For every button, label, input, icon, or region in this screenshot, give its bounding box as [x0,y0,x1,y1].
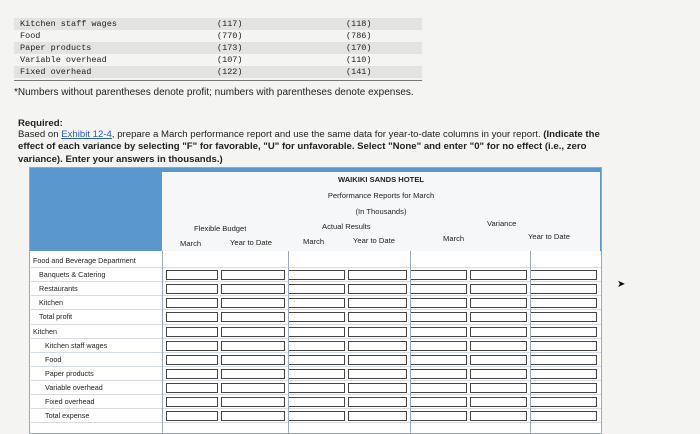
flex-march-header: March [180,239,202,248]
row-divider [31,380,601,381]
expense-row [14,66,422,78]
row-label: Banquets & Catering [39,270,106,280]
variance-effect-select[interactable] [530,369,597,379]
amount-input[interactable] [221,397,285,407]
row-label: Kitchen [33,326,57,336]
variance-effect-select[interactable] [530,383,597,393]
amount-input[interactable] [410,298,467,308]
amount-input[interactable] [288,383,345,393]
expense-row [14,18,422,30]
amount-input[interactable] [410,369,467,379]
expense-value-1: (117) [217,19,243,29]
row-label: Paper products [45,368,94,378]
expense-label: Fixed overhead [20,67,92,77]
amount-input[interactable] [410,411,467,421]
variance-effect-select[interactable] [470,327,527,337]
instructions-bold: (Indicate the effect of each variance by selecting "F" for favorable, "U" for unfavorable. Select "None" and enter "0" for no effect (i.e., zero variance). Enter your answers in thousands.) [18,129,600,165]
amount-input[interactable] [221,270,285,280]
variance-effect-select[interactable] [470,284,527,294]
variance-effect-select[interactable] [530,341,597,351]
amount-input[interactable] [348,369,407,379]
column-divider [410,251,411,434]
amount-input[interactable] [288,369,345,379]
variance-effect-select[interactable] [530,284,597,294]
exhibit-link[interactable]: Exhibit 12-4 [61,129,112,140]
expense-data-block [14,16,422,80]
amount-input[interactable] [166,312,218,322]
expense-value-2: (141) [346,67,372,77]
expense-value-1: (107) [217,55,243,65]
row-label: Kitchen [39,298,63,308]
report-units: (In Thousands) [355,207,407,216]
variance-effect-select[interactable] [470,312,527,322]
expense-row [14,42,422,54]
column-divider [530,251,531,434]
row-divider [31,281,601,282]
flex-ytd-header: Year to Date [230,238,272,247]
row-divider [31,408,601,409]
row-divider [31,338,601,339]
amount-input[interactable] [166,369,218,379]
row-divider [31,295,601,296]
amount-input[interactable] [288,270,345,280]
row-divider [31,267,601,268]
variance-effect-select[interactable] [470,397,527,407]
parentheses-note: *Numbers without parentheses denote profit; numbers with parentheses denote expenses. [14,87,414,98]
actual-march-header: March [303,237,325,246]
amount-input[interactable] [166,411,218,421]
amount-input[interactable] [221,383,285,393]
amount-input[interactable] [348,397,407,407]
variance-effect-select[interactable] [470,369,527,379]
amount-input[interactable] [221,312,285,322]
expense-value-1: (173) [217,43,243,53]
amount-input[interactable] [166,397,218,407]
expense-row [14,30,422,42]
variance-effect-select[interactable] [470,355,527,365]
amount-input[interactable] [166,341,218,351]
variance-effect-select[interactable] [470,341,527,351]
expense-value-2: (170) [346,43,372,53]
expense-label: Variable overhead [20,55,107,65]
expense-value-2: (786) [346,31,372,41]
variance-effect-select[interactable] [470,270,527,280]
required-heading: Required: [18,118,63,129]
amount-input[interactable] [221,298,285,308]
instructions-prefix: Based on [18,129,62,140]
variance-effect-select[interactable] [530,312,597,322]
row-label: Kitchen staff wages [45,340,108,350]
amount-input[interactable] [166,270,218,280]
amount-input[interactable] [288,355,345,365]
amount-input[interactable] [288,341,345,351]
row-label: Variable overhead [45,382,103,392]
row-label: Fixed overhead [45,397,95,406]
amount-input[interactable] [288,284,345,294]
amount-input[interactable] [221,341,285,351]
variance-header: Variance [487,219,517,228]
mouse-cursor-icon: ➤ [617,279,626,290]
amount-input[interactable] [221,284,285,294]
amount-input[interactable] [221,355,285,365]
amount-input[interactable] [348,411,407,421]
row-divider [31,366,601,367]
amount-input[interactable] [348,327,407,337]
amount-input[interactable] [221,369,285,379]
variance-effect-select[interactable] [530,411,597,421]
actual-results-header: Actual Results [322,222,371,231]
amount-input[interactable] [166,355,218,365]
amount-input[interactable] [348,355,407,365]
expense-label: Paper products [20,43,92,53]
amount-input[interactable] [410,355,467,365]
amount-input[interactable] [348,298,407,308]
amount-input[interactable] [348,383,407,393]
row-divider [31,394,601,395]
amount-input[interactable] [288,312,345,322]
amount-input[interactable] [221,411,285,421]
variance-effect-select[interactable] [530,355,597,365]
amount-input[interactable] [410,312,467,322]
amount-input[interactable] [348,284,407,294]
report-subtitle: Performance Reports for March [327,191,435,200]
row-label: Food and Beverage Department [33,256,136,265]
row-divider [31,422,601,423]
variance-effect-select[interactable] [530,298,597,308]
variance-effect-select[interactable] [530,327,597,337]
variance-march-header: March [443,234,465,243]
performance-report-table [29,167,602,434]
amount-input[interactable] [410,383,467,393]
amount-input[interactable] [410,341,467,351]
flexible-budget-header: Flexible Budget [194,224,247,233]
amount-input[interactable] [348,270,407,280]
row-label: Food [45,354,62,364]
row-divider [31,309,601,310]
variance-effect-select[interactable] [470,383,527,393]
variance-effect-select[interactable] [470,298,527,308]
amount-input[interactable] [166,383,218,393]
expense-row [14,54,422,66]
amount-input[interactable] [166,327,218,337]
amount-input[interactable] [221,327,285,337]
amount-input[interactable] [410,327,467,337]
actual-ytd-header: Year to Date [353,236,395,245]
variance-effect-select[interactable] [530,270,597,280]
amount-input[interactable] [410,270,467,280]
amount-input[interactable] [410,284,467,294]
divider [14,80,422,81]
variance-effect-select[interactable] [470,411,527,421]
expense-value-2: (118) [346,19,372,29]
amount-input[interactable] [288,411,345,421]
row-label: Total expense [45,411,90,421]
variance-effect-select[interactable] [530,397,597,407]
required-instructions [18,129,616,166]
expense-value-1: (770) [217,31,243,41]
expense-label: Kitchen staff wages [20,19,117,29]
report-title: WAIKIKI SANDS HOTEL [337,175,425,184]
expense-value-2: (110) [346,55,372,65]
amount-input[interactable] [288,397,345,407]
row-divider [31,324,601,325]
instructions-text: , prepare a March performance report and use the same data for year-to-date columns in your report. [111,129,544,140]
amount-input[interactable] [348,341,407,351]
column-divider [288,251,289,434]
row-label: Total profit [39,312,73,322]
row-divider [31,352,601,353]
amount-input[interactable] [410,397,467,407]
expense-label: Food [20,31,41,41]
amount-input[interactable] [166,284,218,294]
column-divider [162,251,163,434]
amount-input[interactable] [288,298,345,308]
amount-input[interactable] [166,298,218,308]
amount-input[interactable] [348,312,407,322]
variance-ytd-header: Year to Date [528,232,570,241]
expense-value-1: (122) [217,67,243,77]
amount-input[interactable] [288,327,345,337]
row-label: Restaurants [39,284,78,294]
